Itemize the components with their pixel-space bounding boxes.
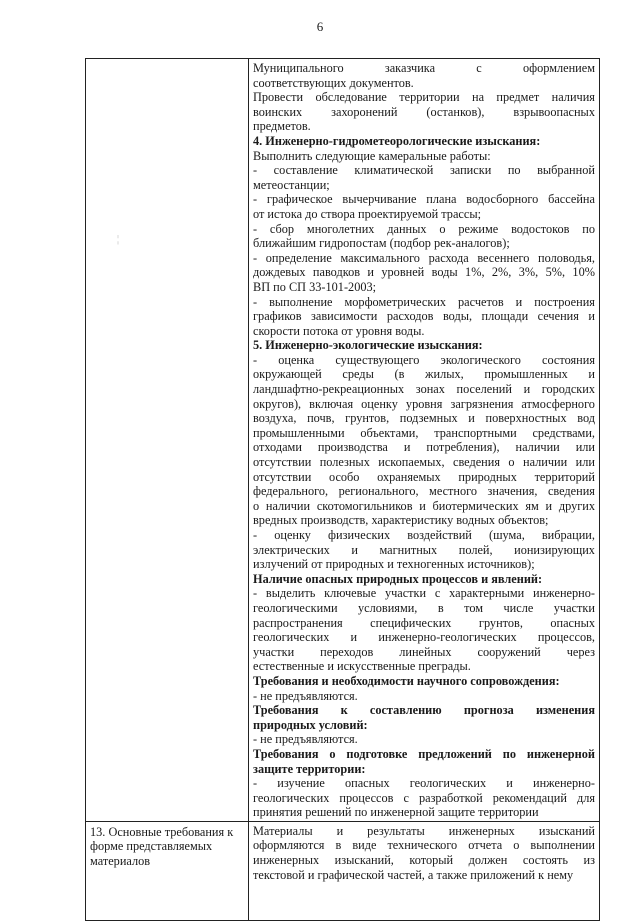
text-line: ближайшим гидропостам (подбор рек-аналогов);: [253, 236, 510, 251]
text-line: - графическое вычерчивание плана водосборного бассейна: [253, 192, 595, 207]
requirements-table: [85, 58, 600, 921]
section-heading: [253, 747, 595, 776]
text-line: воинских захоронений (останков), взрывоопасных: [253, 104, 595, 119]
text-line: скорости потока от уровня воды.: [253, 323, 425, 338]
text-line: от истока до створа проектируемой трассы;: [253, 206, 482, 221]
paragraph: [253, 295, 595, 339]
left-cell-13: [86, 821, 249, 920]
text-line: излучений от природных и техногенных источников);: [253, 557, 535, 572]
text-line: отсутствии полезных ископаемых, сведения о наличии или: [253, 455, 595, 470]
text-line: - изучение опасных геологических и инженерно-: [253, 776, 595, 791]
text-line: дождевых паводков и уровней воды 1%, 2%, 3%, 5%, 10%: [253, 265, 595, 280]
section-heading: [253, 134, 595, 149]
text-line: - выполнение морфометрических расчетов и построения: [253, 294, 595, 309]
right-cell-requirements: [249, 59, 600, 822]
section-13-text-line: инженерных изысканий, который должен состоять из: [253, 853, 595, 868]
section-heading: [253, 572, 595, 587]
text-line: - оценка существующего экологического состояния: [253, 352, 595, 367]
text-line: воздуха, почв, грунтов, подземных и поверхностных вод: [253, 411, 595, 426]
text-line: - определение максимального расхода весеннего половодья,: [253, 250, 595, 265]
text-line: принятия решений по инженерной защите территории: [253, 805, 539, 820]
text-line: соответствующих документов.: [253, 75, 414, 90]
text-line: окружающей среды (в жилых, промышленных и: [253, 367, 595, 382]
text-line: 5. Инженерно-экологические изыскания:: [253, 338, 483, 353]
section-heading: [253, 338, 595, 353]
text-line: предметов.: [253, 119, 311, 134]
text-line: ВП по СП 33-101-2003;: [253, 279, 377, 294]
paragraph: [253, 61, 595, 90]
text-line: метеостанции;: [253, 177, 330, 192]
margin-mark: ¦: [117, 234, 120, 245]
text-line: - оценку физических воздействий (шума, вибрации,: [253, 528, 595, 542]
text-line: - выделить ключевые участки с характерными инженерно-: [253, 586, 595, 601]
paragraph: [253, 149, 595, 164]
text-line: графиков зависимости расходов воды, площади сечения и: [253, 309, 595, 324]
section-13-text-line: оформляются в виде технического отчета о выполнении: [253, 838, 595, 853]
paragraph: [253, 163, 595, 192]
text-line: распространения специфических грунтов, опасных: [253, 615, 595, 630]
page-number: 6: [316, 19, 324, 34]
text-line: электрических и магнитных полей, ионизирующих: [253, 542, 595, 557]
paragraph: [253, 90, 595, 134]
text-line: естественные и искусственные преграды.: [253, 659, 471, 674]
text-line: Требования о подготовке предложений по инженерной: [253, 746, 595, 761]
paragraph: [253, 528, 595, 572]
paragraph: [253, 689, 595, 704]
section-heading: [253, 674, 595, 689]
text-line: - не предъявляются.: [253, 732, 358, 747]
text-line: геологических и инженерно-геологических процессов,: [253, 630, 595, 645]
paragraph: [253, 192, 595, 221]
section-13-label-line: материалов: [90, 854, 151, 869]
section-heading: [253, 703, 595, 732]
left-cell-empty: [86, 59, 249, 822]
section-13-text-line: Материалы и результаты инженерных изысканий: [253, 823, 595, 838]
paragraph: [253, 353, 595, 528]
paragraph: [253, 586, 595, 674]
text-line: Выполнить следующие камеральные работы:: [253, 148, 491, 163]
text-line: участки переходов линейных сооружений через: [253, 644, 595, 659]
text-line: вредных производств, характеристику водных объектов;: [253, 513, 549, 528]
section-13-text-line: текстовой и графической частей, а также приложений к нему: [253, 867, 574, 882]
text-line: отходами производства и потребления), наличии или: [253, 440, 595, 455]
section-13-label-line: 13. Основные требования к: [90, 824, 234, 839]
text-line: отсутствии особо охраняемых природных территорий: [253, 469, 595, 484]
text-line: - составление климатической записки по выбранной: [253, 163, 595, 178]
text-line: геологических процессов с разработкой рекомендаций для: [253, 790, 595, 805]
paragraph: [253, 222, 595, 251]
section-13-label-line: форме представляемых: [90, 839, 213, 854]
text-line: - не предъявляются.: [253, 688, 358, 703]
text-line: Муниципального заказчика с оформлением: [253, 61, 595, 75]
paragraph: [253, 776, 595, 820]
text-line: геологическими условиями, в том числе участки: [253, 600, 595, 615]
text-line: Требования и необходимости научного сопровождения:: [253, 673, 560, 688]
text-line: о наличии скотомогильников и биотермических ям и других: [253, 498, 595, 513]
text-line: округов), включая оценку уровня загрязнения атмосферного: [253, 396, 595, 411]
text-line: Требования к составлению прогноза изменения: [253, 703, 595, 718]
paragraph: [253, 251, 595, 295]
table-row-continued: [86, 59, 600, 822]
text-line: защите территории:: [253, 761, 366, 776]
text-line: ландшафтно-рекреационных зонах поселений и городских: [253, 382, 595, 397]
text-line: федерального, регионального, местного значения, сведения: [253, 484, 595, 499]
table-row-13: [86, 821, 600, 920]
text-line: Провести обследование территории на предмет наличия: [253, 90, 595, 105]
paragraph: [253, 732, 595, 747]
text-line: промышленными объектами, транспортными средствами,: [253, 425, 595, 440]
text-line: 4. Инженерно-гидрометеорологические изыскания:: [253, 133, 541, 148]
text-line: Наличие опасных природных процессов и явлений:: [253, 571, 543, 586]
text-line: - сбор многолетних данных о режиме водостоков по: [253, 221, 595, 236]
right-cell-13: [249, 821, 600, 920]
text-line: природных условий:: [253, 717, 368, 732]
